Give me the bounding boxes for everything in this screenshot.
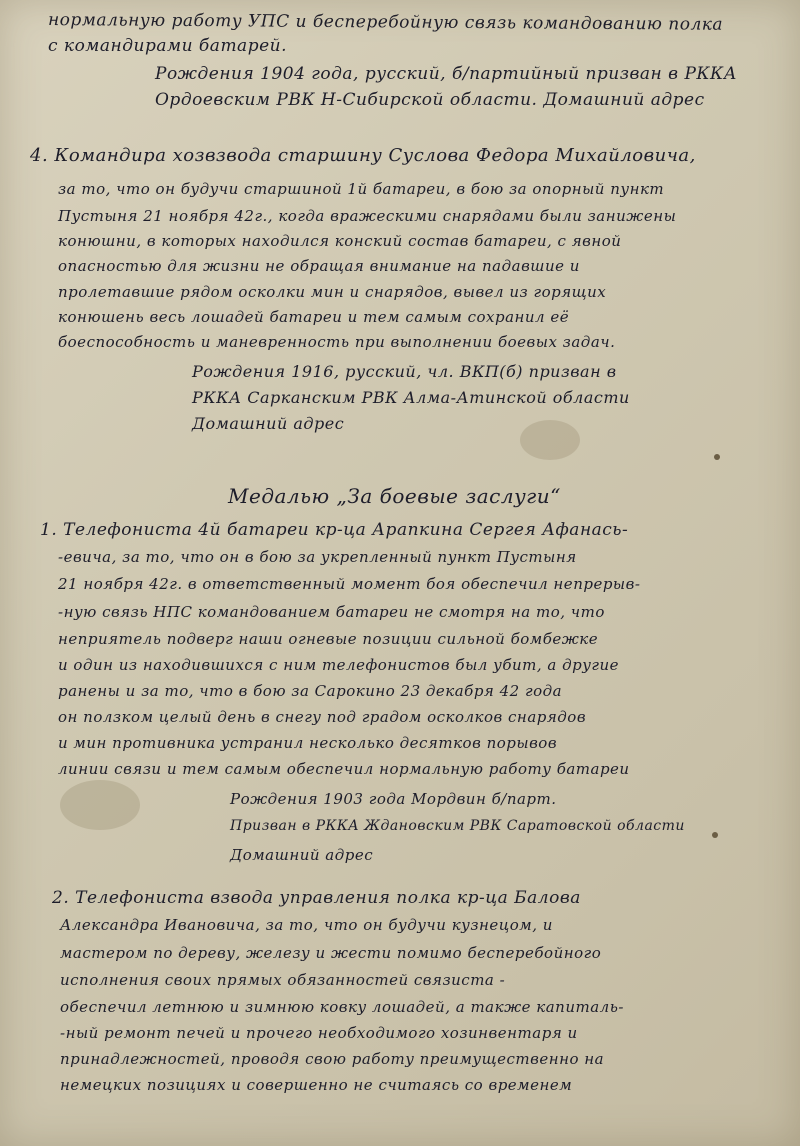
- text-line: и мин противника устранил несколько десятков порывов: [58, 734, 558, 752]
- text-line: исполнения своих прямых обязанностей связиста -: [60, 971, 506, 989]
- text-line: он ползком целый день в снегу под градом осколков снарядов: [58, 708, 587, 726]
- text-line: конюшни, в которых находился конский состав батареи, с явной: [58, 232, 622, 250]
- text-line: обеспечил летнюю и зимнюю ковку лошадей, а также капиталь-: [60, 998, 624, 1016]
- text-line: -ную связь НПС командованием батареи не смотря на то, что: [58, 603, 605, 621]
- text-line: принадлежностей, проводя свою работу преимущественно на: [60, 1050, 605, 1068]
- text-line: Домашний адрес: [192, 414, 345, 433]
- text-line: Ордоевским РВК Н-Сибирской области. Домашний адрес: [155, 90, 705, 110]
- text-line: 1. Телефониста 4й батареи кр-ца Арапкина Сергея Афанась-: [40, 520, 629, 540]
- text-line: с командирами батарей.: [48, 36, 287, 56]
- text-line: за то, что он будучи старшиной 1й батареи, в бою за опорный пункт: [58, 180, 665, 198]
- text-line: пролетавшие рядом осколки мин и снарядов, вывел из горящих: [58, 283, 607, 301]
- text-line: мастером по дереву, железу и жести помимо бесперебойного: [60, 944, 602, 962]
- text-line: конюшень весь лошадей батареи и тем самым сохранил её: [58, 308, 570, 326]
- text-line: и один из находившихся с ним телефонистов был убит, а другие: [58, 656, 620, 674]
- text-line: ранены и за то, что в бою за Сарокино 23 декабря 42 года: [58, 682, 563, 700]
- text-line: 2. Телефониста взвода управления полка кр-ца Балова: [52, 888, 581, 908]
- text-line: неприятель подверг наши огневые позиции сильной бомбежке: [58, 630, 599, 648]
- paper-stain: [520, 420, 580, 460]
- text-line: Призван в РККА Ждановским РВК Саратовской области: [230, 818, 685, 834]
- text-line: Рождения 1904 года, русский, б/партийный призван в РККА: [155, 64, 738, 84]
- text-line: Домашний адрес: [230, 846, 374, 864]
- text-line: нормальную работу УПС и бесперебойную связь командованию полка: [47, 10, 724, 35]
- section-heading: Медалью „За боевые заслуги“: [228, 484, 561, 508]
- text-line: 21 ноября 42г. в ответственный момент боя обеспечил непрерыв-: [58, 575, 641, 593]
- text-line: боеспособность и маневренность при выполнении боевых задач.: [58, 333, 616, 351]
- text-line: Рождения 1903 года Мордвин б/парт.: [230, 790, 557, 808]
- text-line: Александра Ивановича, за то, что он будучи кузнецом, и: [60, 916, 553, 934]
- text-line: линии связи и тем самым обеспечил нормальную работу батареи: [58, 760, 630, 778]
- paper-hole: [712, 832, 718, 838]
- paper-hole: [714, 454, 720, 460]
- text-line: -ный ремонт печей и прочего необходимого хозинвентаря и: [60, 1024, 578, 1042]
- text-line: немецких позициях и совершенно не считаясь со временем: [60, 1076, 573, 1094]
- text-line: Рождения 1916, русский, чл. ВКП(б) призван в: [192, 362, 617, 381]
- text-line: -евича, за то, что он в бою за укрепленный пункт Пустыня: [58, 548, 577, 566]
- text-line: Пустыня 21 ноября 42г., когда вражескими снарядами были занижены: [58, 207, 677, 225]
- text-line: 4. Командира хозвзвода старшину Суслова Федора Михайловича,: [30, 145, 696, 166]
- text-line: РККА Сарканским РВК Алма-Атинской области: [192, 388, 630, 407]
- paper-stain: [60, 780, 140, 830]
- text-line: опасностью для жизни не обращая внимание на падавшие и: [58, 257, 580, 275]
